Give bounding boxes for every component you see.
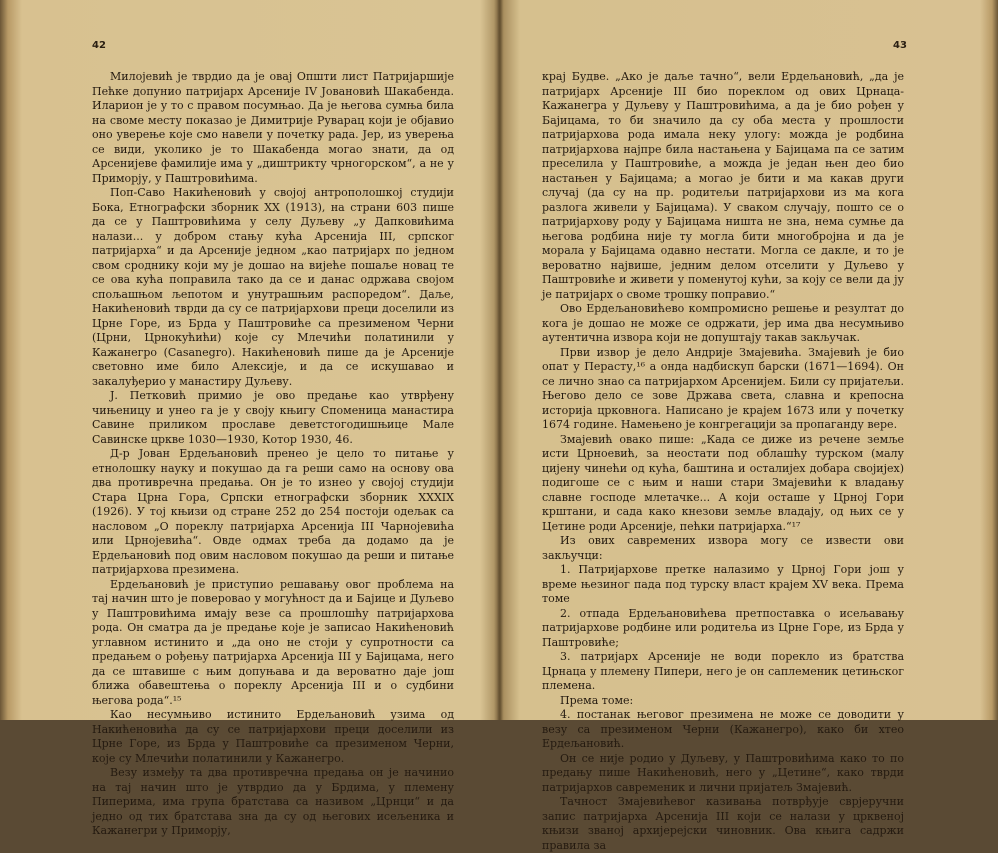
paragraph: Ј. Петковић примио је ово предање као утврђену чињеницу и унео га је у своју књигу Споменица манастира Савине приликом прославе деветстогодишњице Мале Савинске цркве 1030—1930, Котор 1930, 46. bbox=[92, 389, 454, 446]
paragraph: 1. Патријархове претке налазимо у Црној Гори још у време њезиног пада под турску власт крајем XV века. Према томе bbox=[542, 563, 904, 605]
paragraph: Поп-Саво Накићеновић у својој антрополошкој студији Бока, Етнографски зборник XX (1913), на страни 603 пише да се у Паштровићима у селу Дуљеву „у Дапковићима налази... у добром стању кућа Арсенија III, српског патријарха“ и да Арсеније једном „као патријарх по једном свом сроднику који му је дошао на вијеће пошаље новац те се ова кућа поправила тако да се и данас одржава својом спољашњом љепотом и унутрашњим распоредом“. Даље, Накићеновић тврди да су се патријархови преци доселили из Црне Горе, из Брда у Паштровиће са презименом Черни (Црни, Црнокућићи) које су Млечићи полатинили у Кажанегро (Casanegro). Накићеновић пише да је Арсеније световно име било Алексије, и да се искушавао и закалуђерио у манастиру Дуљеву. bbox=[92, 186, 454, 388]
paragraph: Милојевић је тврдио да је овај Општи лист Патријаршије Пећке допунио патријарх Арсеније IV Јовановић Шакабенда. Иларион је у то с правом посумњао. Да је његова сумња била на своме месту показао је Димитрије Руварац који је објавио оно уверење које смо навели у почетку рада. Јер, из уверења се види, уколико је то Шакабенда могао знати, да од Арсенијеве фамилије има у „диштрикту чрногорском“, а не у Приморју, у Паштровићима. bbox=[92, 70, 454, 185]
paragraph: 4. постанак његовог презимена не може се доводити у везу са презименом Черни (Кажанегро), како би хтео Ердељановић. bbox=[542, 708, 904, 750]
right-page bbox=[500, 0, 998, 852]
paragraph: Први извор је дело Андрије Змајевића. Змајевић је био опат у Перасту,¹⁶ а онда надбискуп барски (1671—1694). Он се лично знао са патријархом Арсенијем. Били су пријатељи. Његово дело се зове Држава света, славна и крепосна историја црковнога. Написано је крајем 1673 или у почетку 1674 године. Намењено је конгрегацији за пропаганду вере. bbox=[542, 345, 904, 431]
paragraph: Д-р Јован Ердељановић пренео је цело то питање у етнолошку науку и покушао да га реши само на основу ова два противречна предања. Он је то изнео у својој студији Стара Црна Гора, Српски етнографски зборник XXXIX (1926). У тој књизи од стране 252 до 254 постоји одељак са насловом „О пореклу патријарха Арсенија III Чарнојевића или Црнојевића“. Овде одмах треба да додамо да је Ердељановић под овим насловом покушао да реши и питање патријархова презимена. bbox=[92, 447, 454, 576]
paragraph: Из ових савремених извора могу се извести ови закључци: bbox=[542, 534, 904, 562]
paragraph: Змајевић овако пише: „Када се диже из речене земље исти Црноевић, за неостати под облашћу турском (малу цијену чинећи од кућа, баштина и осталијех добара својијех) подигоше се с њим и наши стари Змајевићи к владању славне господе млетачке... А који осташе у Црној Гори крштани, и сада како кнезови земље владају, од њих се у Цетине роди Арсеније, пећки патријарха.“¹⁷ bbox=[542, 432, 904, 533]
paragraph: 3. патријарх Арсеније не води порекло из братства Црнаца у племену Пипери, него је он саплеменик цетињског племена. bbox=[542, 650, 904, 692]
paragraph: крај Будве. „Ако је даље тачно“, вели Ердељановић, „да је патријарх Арсеније III био пореклом од ових Црнаца-Кажанегра у Дуљеву у Паштровићима, а да је био рођен у Бајицама, то би значило да су оба места у прошлости патријархова рода имала неку улогу: можда је родбина патријархова најпре била настањена у Бајицама па се затим преселила у Паштровиће, а можда је један њен део био настањен у Бајицама; а могао је бити и ма какав други случај (да су на пр. родитељи патријархови из ма кога разлога живели у Бајицама). У сваком случају, пошто се о патријархову роду у Бајицама ништа не зна, нема сумње да његова родбина није ту могла бити многобројна и да је морала у Бајицама одавно нестати. Могла се дакле, и то је вероватно највише, једним делом отселити у Дуљево у Паштровиће и живети у поменутој кући, за коју се вели да ју је патријарх о своме трошку поправио.“ bbox=[542, 70, 904, 301]
paragraph: Ердељановић је приступио решавању овог проблема на тај начин што је поверовао у могућност да и Бајице и Дуљево у Паштровићима имају везе са прошлошћу патријархова рода. Он сматра да је предање које је записао Накићеновић углавном истинито и „да оно не стоји у супротности са предањем о рођењу патријарха Арсенија III у Бајицама, него да се штавише с њим допуњава и да вероватно даје још ближа обавештења о пореклу Арсенија III и о судбини његова рода“.¹⁵ bbox=[92, 577, 454, 707]
left-page bbox=[0, 0, 498, 837]
page-text bbox=[542, 70, 904, 853]
paragraph: Према томе: bbox=[560, 693, 634, 707]
page-text bbox=[92, 70, 454, 839]
paragraph: Ово Ердељановићево компромисно решење и резултат до кога је дошао не може се одржати, јер има два несумњиво аутентична извора који не допуштају такав закључак. bbox=[542, 302, 904, 344]
paragraph: 2. отпада Ердељановићева претпоставка о исељавању патријархове родбине или родитеља из Црне Горе, из Брда у Паштровиће; bbox=[542, 606, 904, 649]
paragraph: Он се није родио у Дуљеву, у Паштровићима како то по предању пише Накићеновић, него у „Цетине“, како тврди патријархов савременик и лични пријатељ Змајевић. bbox=[542, 751, 904, 794]
page-number: 43 bbox=[893, 40, 907, 51]
page-number: 42 bbox=[92, 40, 106, 51]
paragraph: Тачност Змајевићевог казивања потврђује сврјеручни запис патријарха Арсенија III који се налази у црквеној књизи званој архијерејски чиновник. Ова књига садржи правила за bbox=[542, 795, 904, 852]
paragraph: Везу између та два противречна предања он је начинио на тај начин што је утврдио да у Брдима, у племену Пиперима, има група братстава са називом „Црнци“ и да једно од тих братстава зна да су од његових исељеника и Кажанегри у Приморју, bbox=[92, 766, 454, 837]
paragraph: Као несумњиво истинито Ердељановић узима од Накићеновића да су се патријархови преци доселили из Црне Горе, из Брда у Паштровиће са презименом Черни, које су Млечићи полатинили у Кажанегро. bbox=[92, 708, 454, 765]
